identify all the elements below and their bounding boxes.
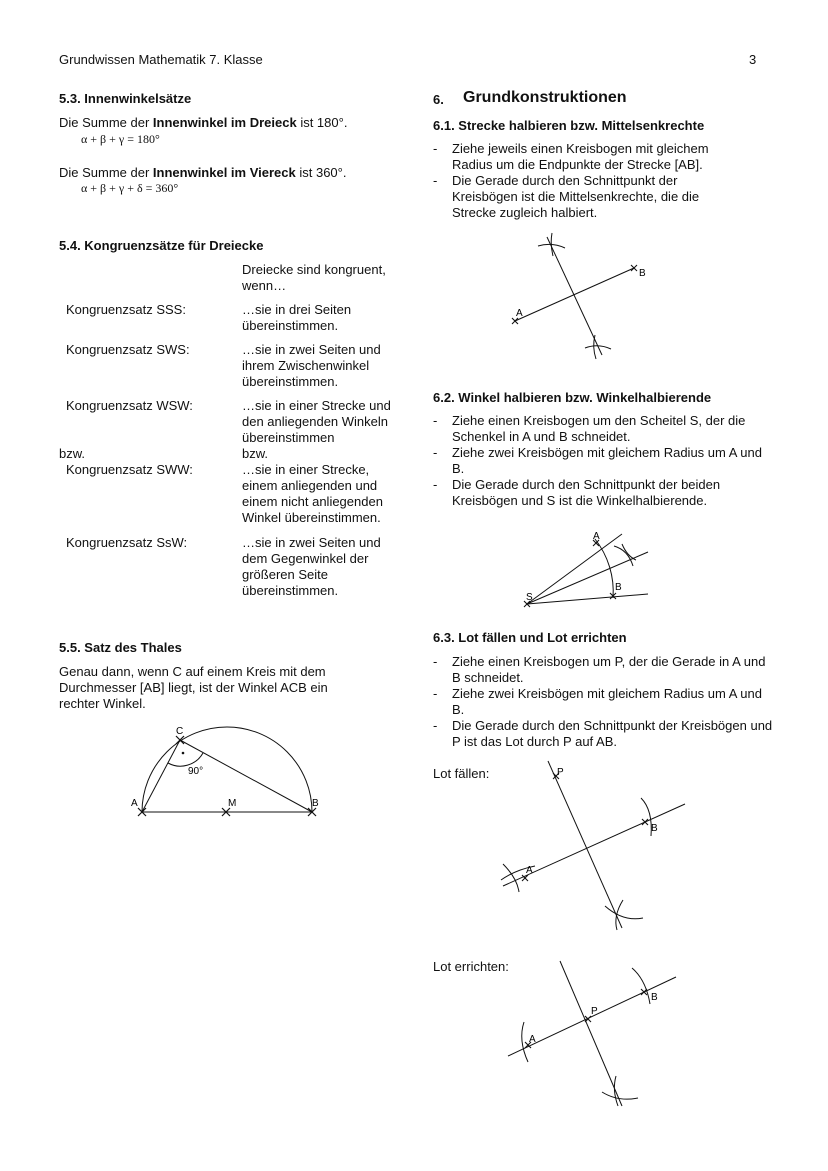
triangle-sum-sentence xyxy=(59,115,409,131)
bullet-item: - Ziehe zwei Kreisbögen mit gleichem Radius um A und B. xyxy=(433,686,773,718)
label-a: A xyxy=(526,865,533,876)
label-m: M xyxy=(228,798,237,809)
thales-side-ac xyxy=(142,740,180,812)
congruence-name: Kongruenzsatz WSW: xyxy=(66,398,193,413)
angle-bisector-figure xyxy=(512,522,657,614)
leg-sb xyxy=(527,594,648,604)
label-b: B xyxy=(615,582,622,593)
label-p: P xyxy=(557,767,564,778)
thales-text: Genau dann, wenn C auf einem Kreis mit dem Durchmesser [AB] liegt, ist der Winkel ACB ein rechter Winkel. xyxy=(59,664,328,711)
construction-arcs xyxy=(501,798,651,930)
congruence-name: Kongruenzsatz SsW: xyxy=(66,535,188,550)
quad-sum-formula: α + β + γ + δ = 360° xyxy=(81,181,179,195)
label-a: A xyxy=(516,308,523,319)
section-6-3-title: 6.3. Lot fällen und Lot errichten xyxy=(433,630,627,645)
congruence-desc: bzw. xyxy=(242,446,269,461)
congruence-name: bzw. xyxy=(59,446,86,461)
construction-arcs xyxy=(614,544,636,566)
bullet-item: - Ziehe einen Kreisbogen um den Scheitel S, der die Schenkel in A und B schneidet. xyxy=(433,413,773,445)
construction-arcs xyxy=(522,968,650,1106)
segment-ab xyxy=(515,268,634,321)
congruence-desc: …sie in einer Strecke und den anliegenden Winkeln übereinstimmen xyxy=(242,398,391,445)
bullet-item: - Die Gerade durch den Schnittpunkt der beiden Kreisbögen und S ist die Winkelhalbierende. xyxy=(433,477,773,509)
triangle-sum-pre: Die Summe der xyxy=(59,115,153,130)
label-c: C xyxy=(176,726,184,737)
congruence-name: Kongruenzsatz SSS: xyxy=(66,302,186,317)
label-p: P xyxy=(591,1006,598,1017)
label-a: A xyxy=(529,1034,536,1045)
section-5-5-title: 5.5. Satz des Thales xyxy=(59,640,182,655)
lot-faellen-figure xyxy=(495,758,695,938)
thales-semicircle xyxy=(142,727,312,812)
section-6-1-bullets xyxy=(433,141,743,221)
right-angle-dot xyxy=(182,752,185,755)
congruence-desc: …sie in einer Strecke, einem anliegenden und einem nicht anliegenden Winkel übereinstimmen. xyxy=(242,462,383,525)
section-6-3-bullets xyxy=(433,654,773,750)
lot-errichten-figure xyxy=(500,958,690,1118)
triangle-sum-bold: Innenwinkel im Dreieck xyxy=(152,115,297,130)
congruence-name: Kongruenzsatz SWS: xyxy=(66,342,190,357)
perpendicular-line xyxy=(560,961,622,1106)
bullet-item: - Ziehe einen Kreisbogen um P, der die Gerade in A und B schneidet. xyxy=(433,654,773,686)
lot-faellen-label: Lot fällen: xyxy=(433,766,490,781)
section-6-title: Grundkonstruktionen xyxy=(463,89,627,106)
bullet-item: - Die Gerade durch den Schnittpunkt der Kreisbögen und P ist das Lot durch P auf AB. xyxy=(433,718,773,750)
bisector-line xyxy=(547,237,602,355)
quad-sum-sentence xyxy=(59,165,409,181)
label-b: B xyxy=(651,992,658,1003)
lot-errichten-label: Lot errichten: xyxy=(433,959,509,974)
page-number: 3 xyxy=(749,52,757,67)
bullet-item: - Ziehe jeweils einen Kreisbogen mit gleichem Radius um die Endpunkte der Strecke [AB]. xyxy=(433,141,743,173)
perpendicular-line xyxy=(548,761,622,928)
label-b: B xyxy=(312,798,319,809)
section-6-number: 6. xyxy=(433,92,444,107)
congruence-intro: Dreiecke sind kongruent, wenn… xyxy=(242,262,386,293)
section-5-4-title: 5.4. Kongruenzsätze für Dreiecke xyxy=(59,238,264,253)
triangle-sum-post: ist 180°. xyxy=(296,115,348,130)
label-s: S xyxy=(526,592,533,603)
bullet-item: - Ziehe zwei Kreisbögen mit gleichem Radius um A und B. xyxy=(433,445,773,477)
label-90: 90° xyxy=(188,766,204,777)
bullet-item: - Die Gerade durch den Schnittpunkt der Kreisbögen ist die Mittelsenkrechte, die die Strecke zugleich halbiert. xyxy=(433,173,743,221)
thales-figure xyxy=(120,720,340,825)
quad-sum-bold: Innenwinkel im Viereck xyxy=(152,165,296,180)
congruence-desc: …sie in drei Seiten übereinstimmen. xyxy=(242,302,352,333)
congruence-desc: …sie in zwei Seiten und ihrem Zwischenwinkel übereinstimmen. xyxy=(242,342,381,389)
triangle-sum-formula: α + β + γ = 180° xyxy=(81,132,160,146)
congruence-name: Kongruenzsatz SWW: xyxy=(66,462,193,477)
label-b: B xyxy=(639,268,646,279)
label-b: B xyxy=(651,823,658,834)
section-6-2-bullets xyxy=(433,413,773,509)
quad-sum-pre: Die Summe der xyxy=(59,165,153,180)
right-angle-arc xyxy=(168,753,203,766)
perpendicular-bisector-figure xyxy=(505,230,650,365)
label-a: A xyxy=(593,531,600,542)
congruence-desc: …sie in zwei Seiten und dem Gegenwinkel der größeren Seite übereinstimmen. xyxy=(242,535,381,598)
section-5-3-title: 5.3. Innenwinkelsätze xyxy=(59,91,192,106)
section-6-1-title: 6.1. Strecke halbieren bzw. Mittelsenkrechte xyxy=(433,118,705,133)
quad-sum-post: ist 360°. xyxy=(295,165,347,180)
arc-around-s xyxy=(595,539,613,598)
section-6-2-title: 6.2. Winkel halbieren bzw. Winkelhalbierende xyxy=(433,390,712,405)
document-header-title: Grundwissen Mathematik 7. Klasse xyxy=(59,52,263,67)
label-a: A xyxy=(131,798,138,809)
